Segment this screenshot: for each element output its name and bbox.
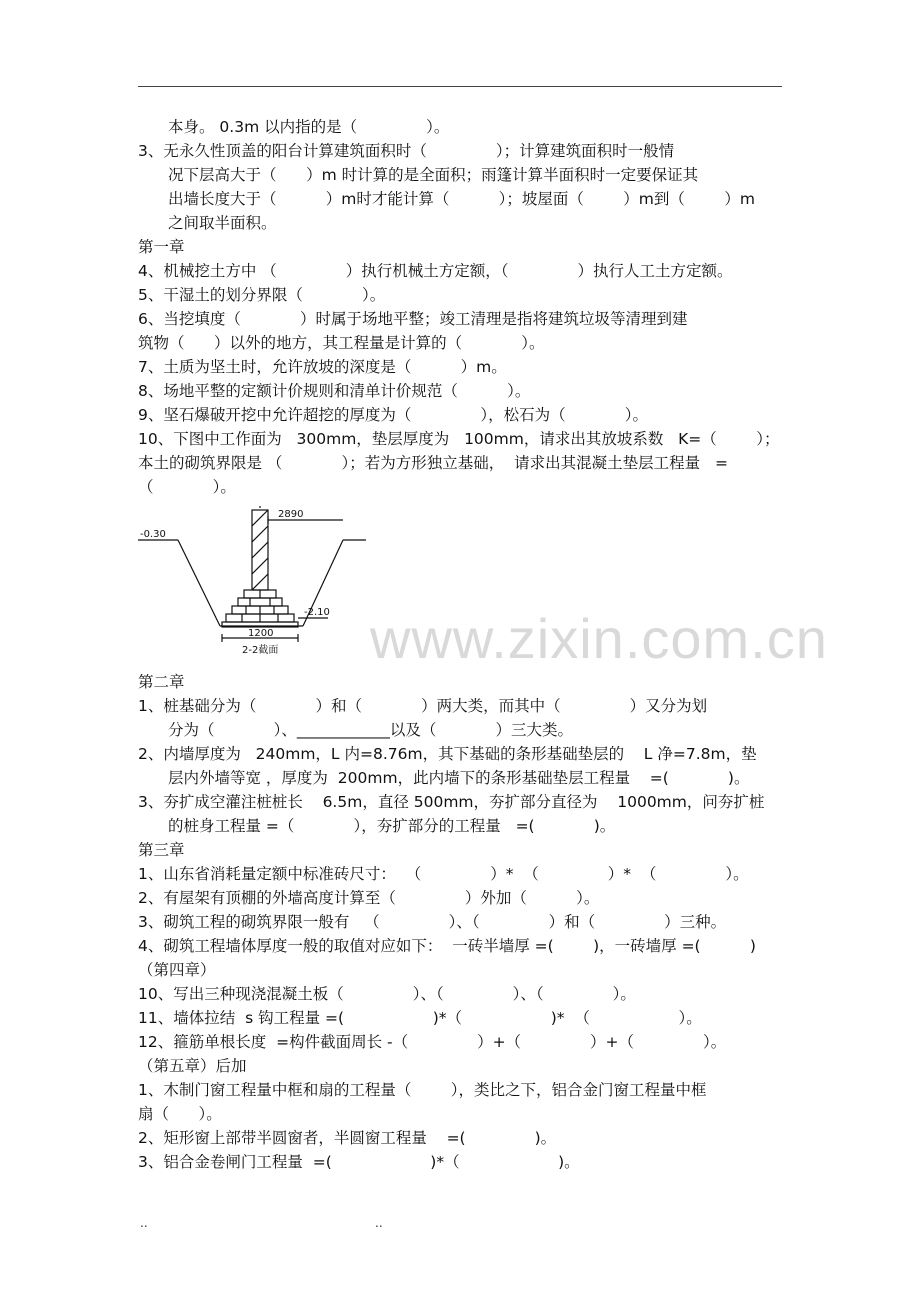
- text-line: 出墙长度大于（ ）m时才能计算（ ）；坡屋面（ ）m到（ ）m: [168, 190, 755, 208]
- footer-left: ..: [140, 1216, 148, 1230]
- text-line: 之间取半面积。: [168, 214, 277, 232]
- question-4: 4、砌筑工程墙体厚度一般的取值对应如下： 一砖半墙厚 =( )，一砖墙厚 =( ): [138, 937, 756, 955]
- footer-right: ..: [375, 1216, 383, 1230]
- question-4: 4、机械挖土方中 （ ）执行机械土方定额，（ ）执行人工土方定额。: [138, 262, 733, 280]
- question-8: 8、场地平整的定额计价规则和清单计价规范（ ）。: [138, 382, 531, 400]
- chapter-heading: 第一章: [138, 238, 185, 256]
- text-line: （ ）。: [138, 478, 236, 496]
- foundation-section-figure: [138, 506, 368, 656]
- text-line: 的桩身工程量 =（ ），夯扩部分的工程量 =( )。: [168, 817, 616, 835]
- level-right-label: -2.10: [304, 607, 330, 618]
- question-3: 3、砌筑工程的砌筑界限一般有 （ ）、（ ）和（ ）三种。: [138, 913, 727, 931]
- question-3: 3、夯扩成空灌注桩桩长 6.5m，直径 500mm，夯扩部分直径为 1000mm，问夯扩桩: [138, 793, 765, 811]
- text-line: 扇（ ）。: [138, 1105, 222, 1123]
- text-line: 况下层高大于（ ）m 时计算的是全面积；雨篷计算半面积时一定要保证其: [168, 166, 699, 184]
- question-3: 3、铝合金卷闸门工程量 =( )*（ )。: [138, 1153, 580, 1171]
- dim-top-label: 2890: [278, 509, 304, 520]
- question-1: 1、木制门窗工程量中框和扇的工程量（ ），类比之下，铝合金门窗工程量中框: [138, 1081, 707, 1099]
- question-1: 1、山东省消耗量定额中标准砖尺寸： （ ）* （ ）* （ ）。: [138, 865, 749, 883]
- question-11: 11、墙体拉结 s 钩工程量 =( )*（ )* （ ）。: [138, 1009, 702, 1027]
- text-line: 本身。 0.3m 以内指的是（ ）。: [168, 118, 450, 136]
- watermark: www.zixin.com.cn: [370, 607, 828, 670]
- question-1: 1、桩基础分为（ ）和（ ）两大类，而其中（ ）又分为划: [138, 697, 708, 715]
- question-5: 5、干湿土的划分界限（ ）。: [138, 286, 386, 304]
- dim-bottom-label: 1200: [248, 628, 274, 639]
- question-12: 12、箍筋单根长度 =构件截面周长 -（ ）+（ ）+（ ）。: [138, 1033, 727, 1051]
- question-10: 10、下图中工作面为 300mm，垫层厚度为 100mm，请求出其放坡系数 K=（ ）；: [138, 430, 780, 448]
- text-line: 本土的砌筑界限是 （ ）；若为方形独立基础， 请求出其混凝土垫层工程量 =: [138, 454, 728, 472]
- question-3: 3、无永久性顶盖的阳台计算建筑面积时（ ）；计算建筑面积时一般情: [138, 142, 675, 160]
- text-line: 筑物（ ）以外的地方，其工程量是计算的（ ）。: [138, 334, 545, 352]
- header-rule: [138, 86, 782, 87]
- question-2: 2、矩形窗上部带半圆窗者，半圆窗工程量 =( )。: [138, 1129, 557, 1147]
- chapter-heading: 第二章: [138, 673, 185, 691]
- chapter-heading: （第五章）后加: [138, 1057, 247, 1075]
- text-line: 层内外墙等宽 ，厚度为 200mm，此内墙下的条形基础垫层工程量 =( )。: [168, 769, 750, 787]
- chapter-heading: 第三章: [138, 841, 185, 859]
- question-2: 2、内墙厚度为 240mm，L 内=8.76m，其下基础的条形基础垫层的 L 净=7.8m，垫: [138, 745, 757, 763]
- question-9: 9、坚石爆破开挖中允许超挖的厚度为（ ），松石为（ ）。: [138, 406, 648, 424]
- figure-caption: 2-2截面: [242, 645, 279, 656]
- question-7: 7、土质为坚土时，允许放坡的深度是（ ）m。: [138, 358, 507, 376]
- question-6: 6、当挖填度（ ）时属于场地平整；竣工清理是指将建筑垃圾等清理到建: [138, 310, 688, 328]
- text-line: 分为（ ）、____________以及（ ）三大类。: [168, 721, 573, 739]
- question-10: 10、写出三种现浇混凝土板（ ）、（ ）、（ ）。: [138, 985, 636, 1003]
- chapter-heading: （第四章）: [138, 961, 216, 979]
- level-left-label: -0.30: [140, 529, 166, 540]
- question-2: 2、有屋架有顶棚的外墙高度计算至（ ）外加（ ）。: [138, 889, 600, 907]
